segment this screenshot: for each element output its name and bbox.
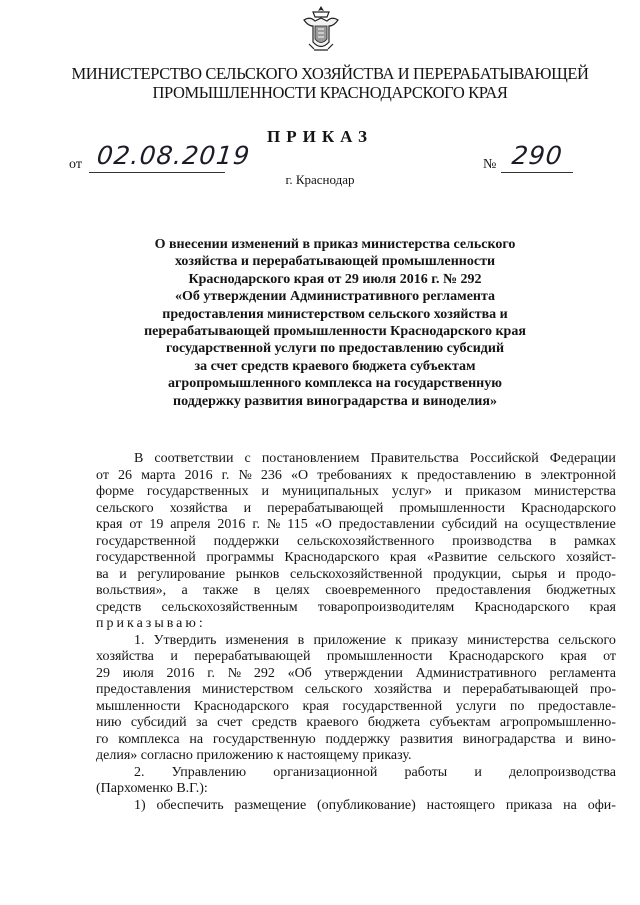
text-line: государственной поддержки сельскохозяйственного производства в рамках [96, 533, 616, 549]
item-2-paragraph [96, 765, 616, 798]
text-line: 1) обеспечить размещение (опубликование) настоящего приказа на офи- [134, 797, 616, 813]
date-label: от [69, 157, 82, 172]
text-line: сельского хозяйства и перерабатывающей промышленности Краснодарского [96, 500, 616, 516]
text-line: государственной программы Краснодарского края «Развитие сельского хозяйст- [96, 550, 616, 565]
heading-line: хозяйства и перерабатывающей промышленности [174, 254, 496, 270]
text-line: мышленности Краснодарского края государственной услуги по предоставле- [96, 698, 616, 714]
text-line: вольствия», а также в целях своевременного предоставления бюджетных [96, 583, 616, 598]
text-line: края от 19 апреля 2016 г. № 115 «О предоставлении субсидий на осуществление [96, 517, 616, 532]
text-line: 1. Утвердить изменения в приложение к приказу министерства сельского [134, 632, 616, 648]
heading-line: за счет средств краевого бюджета субъектам [194, 358, 476, 374]
ministry-name-line: МИНИСТЕРСТВО СЕЛЬСКОГО ХОЗЯЙСТВА И ПЕРЕРАБАТЫВАЮЩЕЙ [71, 64, 589, 83]
text-line: средств сельскохозяйственным товаропроизводителям Краснодарского края [96, 599, 616, 615]
ministry-name [40, 64, 620, 102]
city: г. Краснодар [285, 172, 355, 187]
number-label: № [483, 157, 497, 172]
heading-line: государственной услуги по предоставлению субсидий [165, 341, 505, 357]
heading-line: поддержку развития виноградарства и виноделия» [173, 393, 497, 409]
text-line: форме государственных и муниципальных услуг» и приказом министерства [96, 484, 616, 499]
document-type-title: ПРИКАЗ [267, 127, 373, 146]
heading-line: О внесении изменений в приказ министерства сельского [154, 237, 516, 252]
text-line: делия» согласно приложению к настоящему приказу. [96, 748, 412, 763]
handwritten-number: 290 [510, 141, 565, 170]
heading-line: «Об утверждении Административного регламента [174, 289, 496, 305]
text-line: (Пархоменко В.Г.): [96, 781, 208, 796]
text-line: нию субсидий за счет средств краевого бюджета субъектам агропромышленно- [96, 715, 616, 730]
coat-of-arms-emblem [300, 4, 342, 56]
order-word: приказываю: [96, 616, 206, 631]
heading-line: предоставления министерством сельского хозяйства и [162, 306, 508, 322]
text-line: 2. Управлению организационной работы и делопроизводства [134, 764, 616, 780]
text-line: хозяйства и перерабатывающей промышленности Краснодарского края от [96, 649, 616, 664]
ministry-name-line: ПРОМЫШЛЕННОСТИ КРАСНОДАРСКОГО КРАЯ [152, 83, 508, 102]
item-2-1-paragraph [96, 798, 616, 815]
preamble-paragraph [96, 451, 616, 633]
heading-line: агропромышленного комплекса на государственную [168, 376, 502, 392]
text-line: В соответствии с постановлением Правительства Российской Федерации [134, 451, 616, 466]
text-line: го комплекса на государственную поддержку развития виноградарства и вино- [96, 731, 616, 747]
text-line: предоставления министерством сельского хозяйства и перерабатывающей про- [96, 682, 616, 697]
text-line: 29 июля 2016 г. № 292 «Об утверждении Административного регламента [96, 665, 616, 681]
order-heading [100, 236, 570, 410]
heading-line: Краснодарского края от 29 июля 2016 г. № 292 [188, 271, 482, 287]
handwritten-date: 02.08.2019 [95, 141, 252, 170]
order-body [96, 451, 616, 814]
item-1-paragraph [96, 633, 616, 765]
text-line: от 26 марта 2016 г. № 236 «О требованиях к предоставлению в электронной [96, 467, 616, 483]
text-line: ва и регулирование рынков сельскохозяйственной продукции, сырья и продо- [96, 566, 616, 582]
heading-line: перерабатывающей промышленности Краснодарского края [144, 324, 526, 340]
